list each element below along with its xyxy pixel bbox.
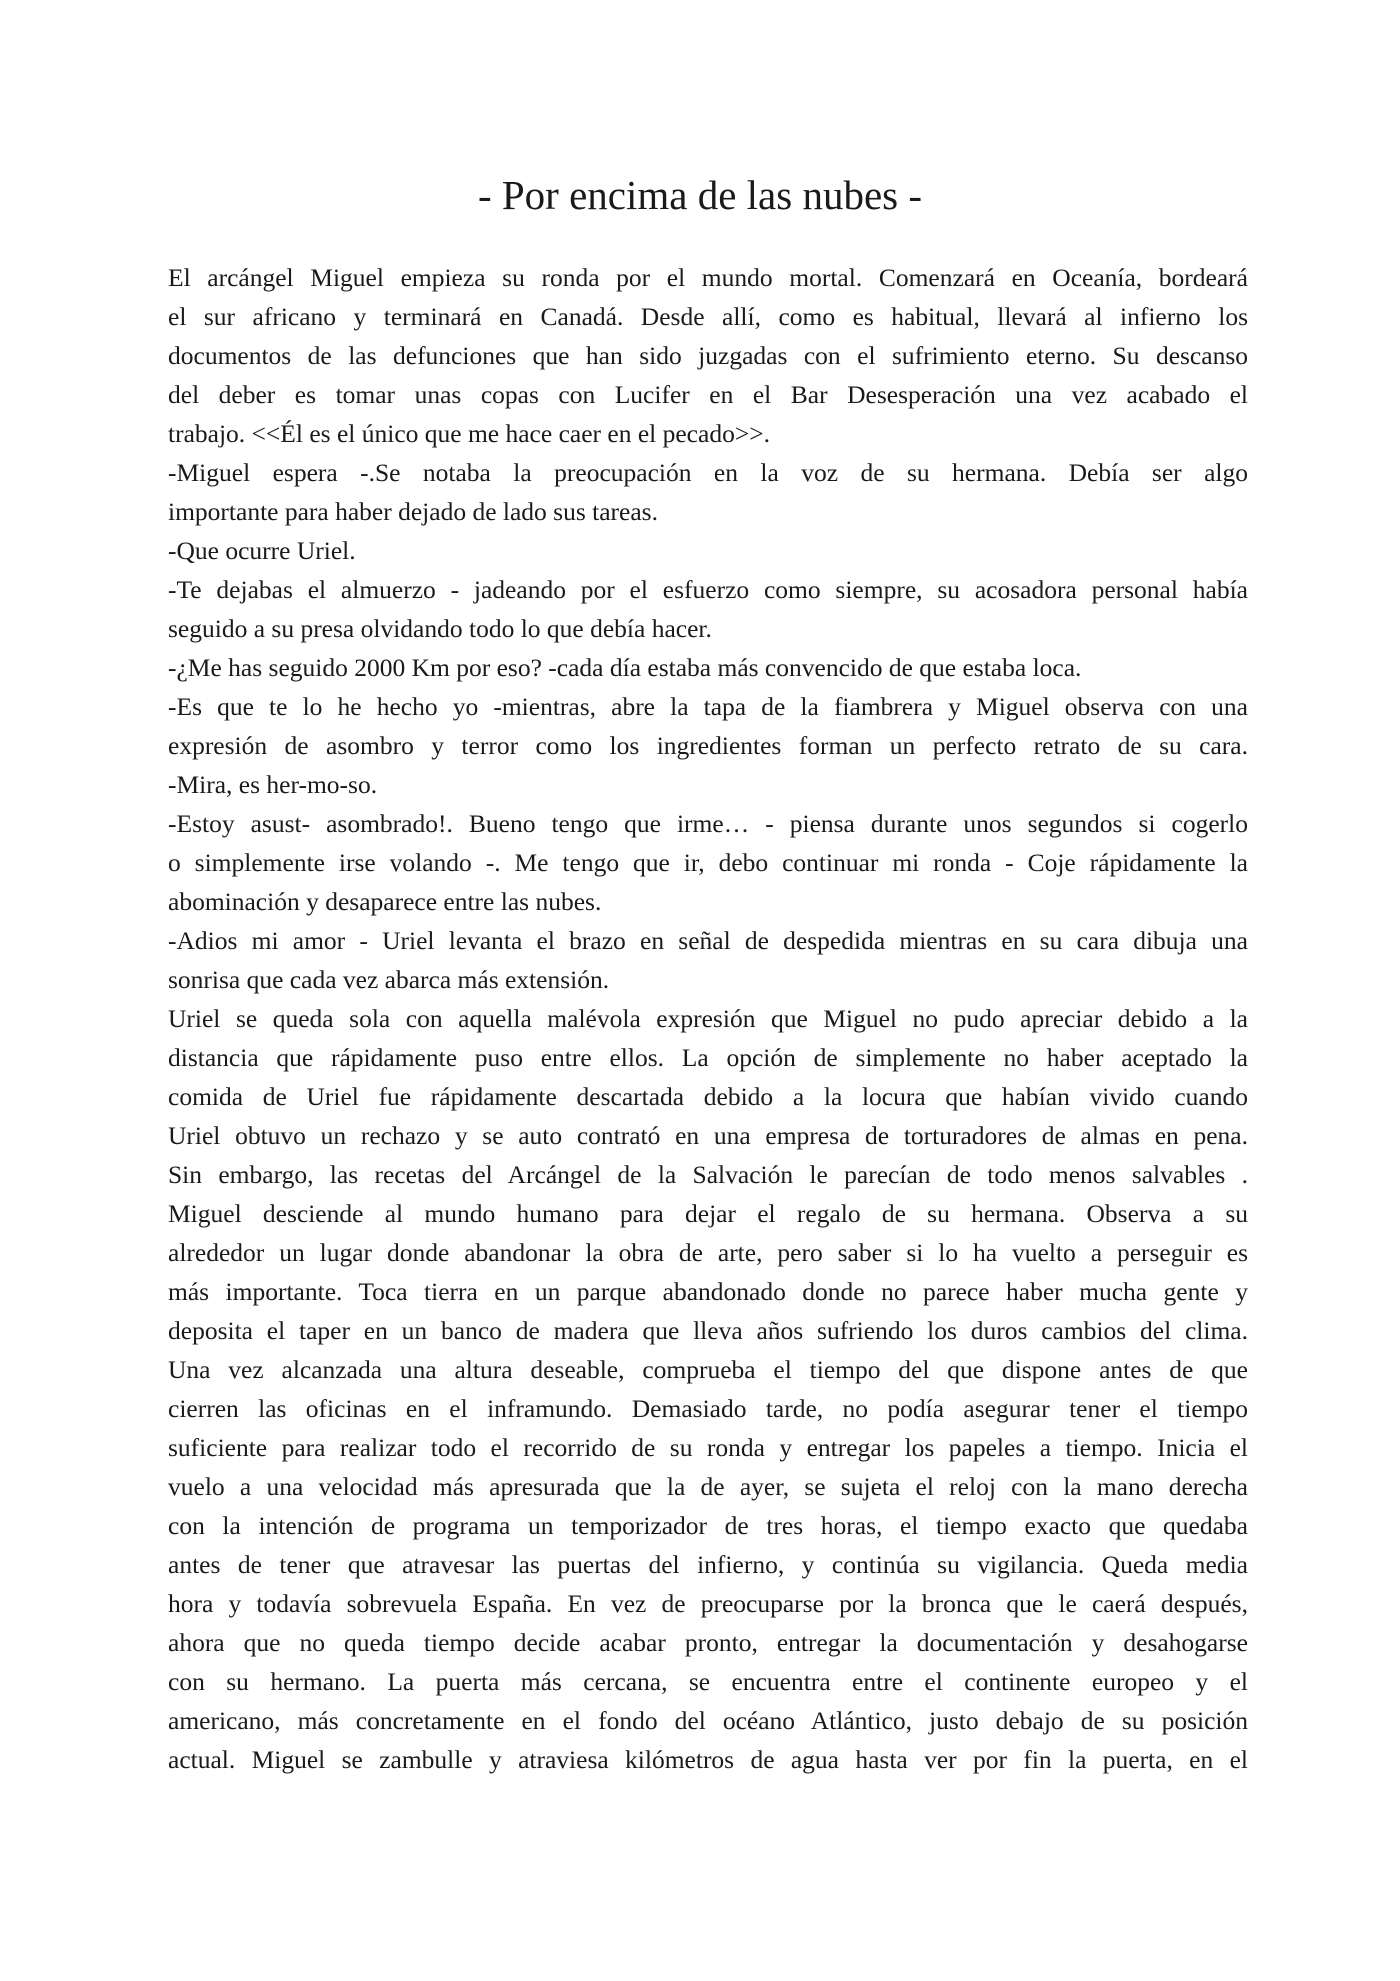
text-line: alrededor un lugar donde abandonar la obra de arte, pero saber si lo ha vuelto a perseguir es bbox=[168, 1238, 1248, 1267]
text-line: americano, más concretamente en el fondo del océano Atlántico, justo debajo de su posición bbox=[168, 1706, 1248, 1735]
text-line: Uriel obtuvo un rechazo y se auto contrató en una empresa de torturadores de almas en pena. bbox=[168, 1121, 1248, 1150]
text-line: documentos de las defunciones que han sido juzgadas con el sufrimiento eterno. Su descanso bbox=[168, 341, 1248, 370]
text-line: -Mira, es her-mo-so. bbox=[168, 770, 378, 799]
text-line: El arcángel Miguel empieza su ronda por el mundo mortal. Comenzará en Oceanía, bordeará bbox=[168, 263, 1248, 292]
text-line: Miguel desciende al mundo humano para dejar el regalo de su hermana. Observa a su bbox=[168, 1199, 1248, 1228]
text-line: antes de tener que atravesar las puertas del infierno, y continúa su vigilancia. Queda media bbox=[168, 1550, 1248, 1579]
text-line: Sin embargo, las recetas del Arcángel de la Salvación le parecían de todo menos salvables . bbox=[168, 1160, 1248, 1189]
text-line: cierren las oficinas en el inframundo. Demasiado tarde, no podía asegurar tener el tiempo bbox=[168, 1394, 1248, 1423]
page-title: - Por encima de las nubes - bbox=[477, 172, 923, 218]
text-line: el sur africano y terminará en Canadá. Desde allí, como es habitual, llevará al infierno los bbox=[168, 302, 1248, 331]
text-line: -¿Me has seguido 2000 Km por eso? -cada día estaba más convencido de que estaba loca. bbox=[168, 653, 1082, 682]
text-line: -Adios mi amor - Uriel levanta el brazo en señal de despedida mientras en su cara dibuja una bbox=[168, 926, 1248, 955]
text-line: Uriel se queda sola con aquella malévola expresión que Miguel no pudo apreciar debido a la bbox=[168, 1004, 1248, 1033]
text-line: seguido a su presa olvidando todo lo que debía hacer. bbox=[168, 614, 712, 643]
text-line: comida de Uriel fue rápidamente descartada debido a la locura que habían vivido cuando bbox=[168, 1082, 1248, 1111]
text-line: actual. Miguel se zambulle y atraviesa kilómetros de agua hasta ver por fin la puerta, en el bbox=[168, 1745, 1248, 1774]
text-line: con la intención de programa un temporizador de tres horas, el tiempo exacto que quedaba bbox=[168, 1511, 1248, 1540]
text-line: abominación y desaparece entre las nubes. bbox=[168, 887, 602, 916]
text-line: Una vez alcanzada una altura deseable, comprueba el tiempo del que dispone antes de que bbox=[168, 1355, 1248, 1384]
text-line: vuelo a una velocidad más apresurada que la de ayer, se sujeta el reloj con la mano derecha bbox=[168, 1472, 1248, 1501]
text-line: -Que ocurre Uriel. bbox=[168, 536, 356, 565]
text-line: más importante. Toca tierra en un parque abandonado donde no parece haber mucha gente y bbox=[168, 1277, 1248, 1306]
text-line: trabajo. <<Él es el único que me hace caer en el pecado>>. bbox=[168, 419, 770, 448]
text-line: -Te dejabas el almuerzo - jadeando por el esfuerzo como siempre, su acosadora personal había bbox=[168, 575, 1248, 604]
text-line: hora y todavía sobrevuela España. En vez de preocuparse por la bronca que le caerá después, bbox=[168, 1589, 1248, 1618]
text-line: del deber es tomar unas copas con Lucifer en el Bar Desesperación una vez acabado el bbox=[168, 380, 1248, 409]
text-line: deposita el taper en un banco de madera que lleva años sufriendo los duros cambios del clima. bbox=[168, 1316, 1248, 1345]
text-line: -Miguel espera -.Se notaba la preocupación en la voz de su hermana. Debía ser algo bbox=[168, 458, 1248, 487]
text-line: expresión de asombro y terror como los ingredientes forman un perfecto retrato de su cara. bbox=[168, 731, 1248, 760]
text-line: suficiente para realizar todo el recorrido de su ronda y entregar los papeles a tiempo. Inicia el bbox=[168, 1433, 1248, 1462]
text-line: sonrisa que cada vez abarca más extensión. bbox=[168, 965, 610, 994]
text-line: con su hermano. La puerta más cercana, se encuentra entre el continente europeo y el bbox=[168, 1667, 1248, 1696]
text-line: ahora que no queda tiempo decide acabar pronto, entregar la documentación y desahogarse bbox=[168, 1628, 1248, 1657]
body-text bbox=[168, 258, 1248, 1779]
text-line: importante para haber dejado de lado sus tareas. bbox=[168, 497, 658, 526]
text-line: -Es que te lo he hecho yo -mientras, abre la tapa de la fiambrera y Miguel observa con una bbox=[168, 692, 1248, 721]
text-line: -Estoy asust- asombrado!. Bueno tengo que irme… - piensa durante unos segundos si cogerlo bbox=[168, 809, 1248, 838]
text-line: distancia que rápidamente puso entre ellos. La opción de simplemente no haber aceptado la bbox=[168, 1043, 1248, 1072]
text-line: o simplemente irse volando -. Me tengo que ir, debo continuar mi ronda - Coje rápidamente la bbox=[168, 848, 1248, 877]
